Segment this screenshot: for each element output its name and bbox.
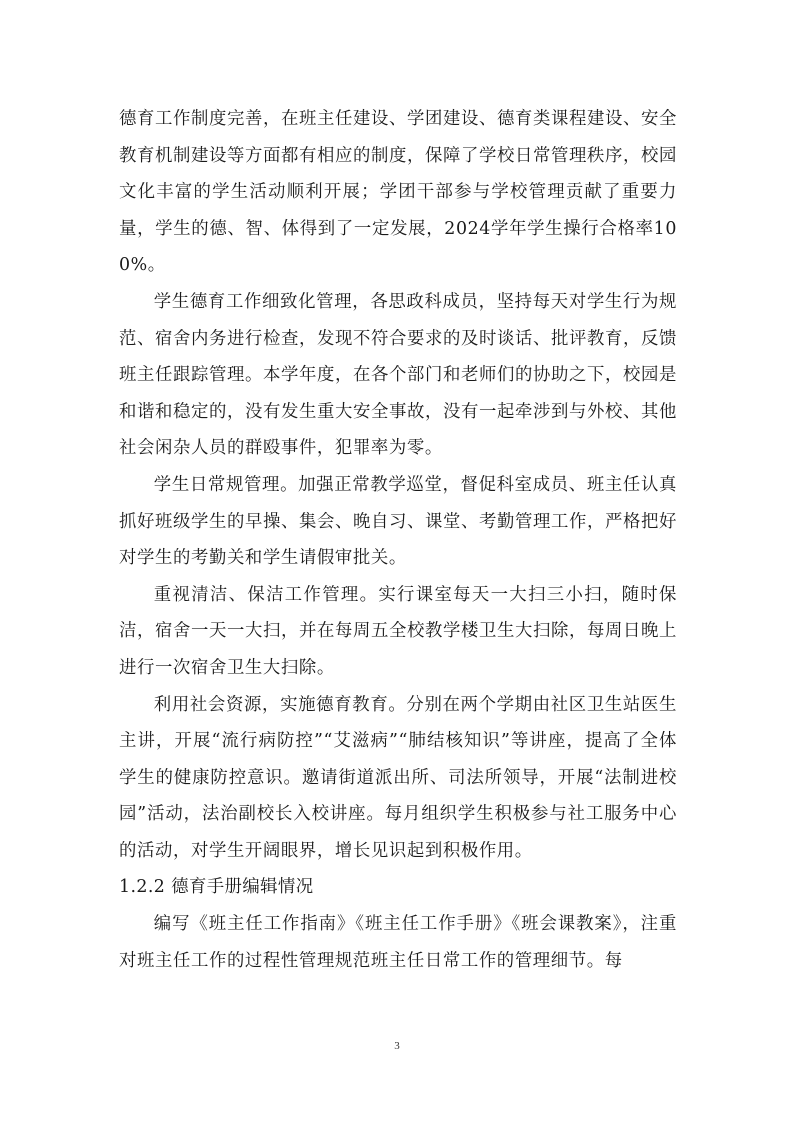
paragraph-cleaning: 重视清洁、保洁工作管理。实行课室每天一大扫三小扫，随时保洁，宿舍一天一大扫，并在每周五全校教学楼卫生大扫除，每周日晚上进行一次宿舍卫生大扫除。: [119, 584, 677, 678]
paragraph-daily-routine: 学生日常规管理。加强正常教学巡堂，督促科室成员、班主任认真抓好班级学生的早操、集会、晚自习、课堂、考勤管理工作，严格把好对学生的考勤关和学生请假审批关。: [119, 474, 677, 569]
page-number: 3: [394, 1040, 400, 1052]
paragraph-moral-education-system: 德育工作制度完善，在班主任建设、学团建设、德育类课程建设、安全教育机制建设等方面都有相应的制度，保障了学校日常管理秩序，校园文化丰富的学生活动顺利开展；学团干部参与学校管理贡献了重要力量，学生的德、智、体得到了一定发展，2024学年学生操行合格率100%。: [119, 109, 677, 276]
paragraph-handbook: 编写《班主任工作指南》《班主任工作手册》《班会课教案》，注重对班主任工作的过程性管理规范班主任日常工作的管理细节。每: [119, 914, 677, 971]
section-heading: 1.2.2 德育手册编辑情况: [119, 877, 314, 898]
paragraph-social-resources: 利用社会资源，实施德育教育。分别在两个学期由社区卫生站医生主讲，开展“流行病防控”“艾滋病”“肺结核知识”等讲座，提高了全体学生的健康防控意识。邀请街道派出所、司法所领导，开展“法制进校园”活动，法治副校长入校讲座。每月组织学生积极参与社工服务中心的活动，对学生开阔眼界，增长见识起到积极作用。: [119, 694, 677, 861]
page-content: [119, 101, 677, 979]
paragraph-refined-management: 学生德育工作细致化管理，各思政科成员，坚持每天对学生行为规范、宿舍内务进行检查，发现不符合要求的及时谈话、批评教育，反馈班主任跟踪管理。本学年度，在各个部门和老师们的协助之下，校园是和谐和稳定的，没有发生重大安全事故，没有一起牵涉到与外校、其他社会闲杂人员的群殴事件，犯罪率为零。: [119, 291, 677, 459]
